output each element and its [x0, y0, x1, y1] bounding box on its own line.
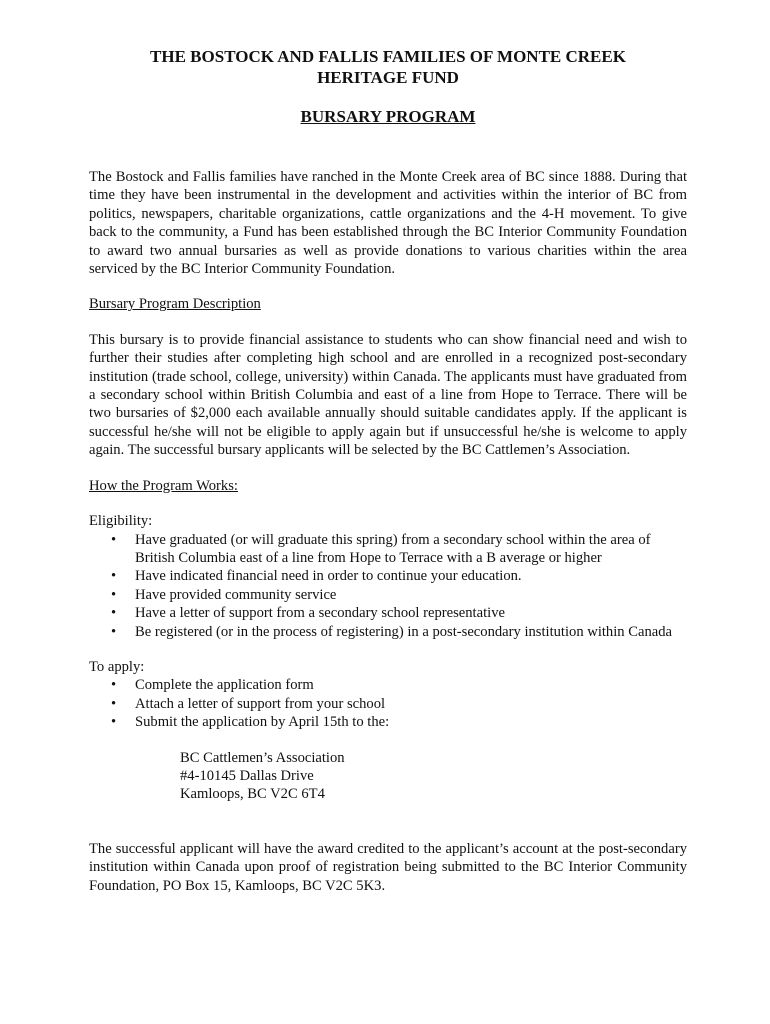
intro-paragraph: The Bostock and Fallis families have ranched in the Monte Creek area of BC since 1888. During that time they have been instrumental in the development and activities within the interior of BC from politics, newspapers, charitable organizations, cattle organizations and the 4-H movement. To give back to the community, a Fund has been established through the BC Interior Community Foundation to award two annual bursaries as well as provide donations to various charities within the area serviced by the BC Interior Community Foundation.	[89, 169, 687, 278]
list-item: • Have provided community service	[111, 586, 337, 603]
eligibility-list	[89, 531, 687, 641]
list-item: • Have a letter of support from a secondary school representative	[111, 605, 505, 622]
apply-list	[89, 676, 687, 731]
bullet-icon: •	[111, 677, 117, 694]
description-heading: Bursary Program Description	[89, 296, 261, 313]
address-line-1: BC Cattlemen’s Association	[180, 749, 345, 766]
closing-paragraph: The successful applicant will have the award credited to the applicant’s account at the post-secondary institution within Canada upon proof of registration being submitted to the BC Interior Community Foundation, PO Box 15, Kamloops, BC V2C 5K3.	[89, 840, 687, 894]
bullet-icon: •	[111, 714, 117, 731]
mailing-address	[89, 749, 687, 804]
how-heading: How the Program Works:	[89, 477, 238, 494]
document-subtitle: BURSARY PROGRAM	[300, 107, 476, 126]
apply-label: To apply:	[89, 658, 145, 675]
list-item: • Submit the application by April 15th to the:	[111, 714, 390, 731]
title-line-1: THE BOSTOCK AND FALLIS FAMILIES OF MONTE CREEK	[150, 47, 626, 66]
address-line-2: #4-10145 Dallas Drive	[180, 767, 314, 784]
list-item: • Have graduated (or will graduate this spring) from a secondary school within the area of British Columbia east of a line from Hope to Terrace with a B average or higher	[111, 531, 651, 566]
bullet-icon: •	[111, 695, 117, 712]
title-line-2: HERITAGE FUND	[317, 68, 459, 87]
bullet-icon: •	[111, 568, 117, 585]
list-item: • Complete the application form	[111, 677, 314, 694]
list-item: • Attach a letter of support from your school	[111, 695, 386, 712]
eligibility-label: Eligibility:	[89, 513, 153, 530]
bullet-icon: •	[111, 605, 117, 622]
bullet-icon: •	[111, 623, 117, 640]
list-item: • Have indicated financial need in order to continue your education.	[111, 568, 522, 585]
list-item: • Be registered (or in the process of registering) in a post-secondary institution within Canada	[111, 623, 672, 640]
description-paragraph: This bursary is to provide financial assistance to students who can show financial need and wish to further their studies after completing high school and are enrolled in a recognized post-secondary institution (trade school, college, university) within Canada. The applicants must have graduated from a secondary school within British Columbia and east of a line from Hope to Terrace. There will be two bursaries of $2,000 each available annually should suitable candidates apply. If the applicant is successful he/she will not be eligible to apply again but if unsuccessful he/she is welcome to apply again. The successful bursary applicants will be selected by the BC Cattlemen’s Association.	[89, 331, 687, 459]
bullet-icon: •	[111, 531, 117, 548]
bullet-icon: •	[111, 586, 117, 603]
address-line-3: Kamloops, BC V2C 6T4	[180, 786, 325, 803]
document-page	[89, 46, 687, 895]
document-title	[89, 46, 687, 88]
